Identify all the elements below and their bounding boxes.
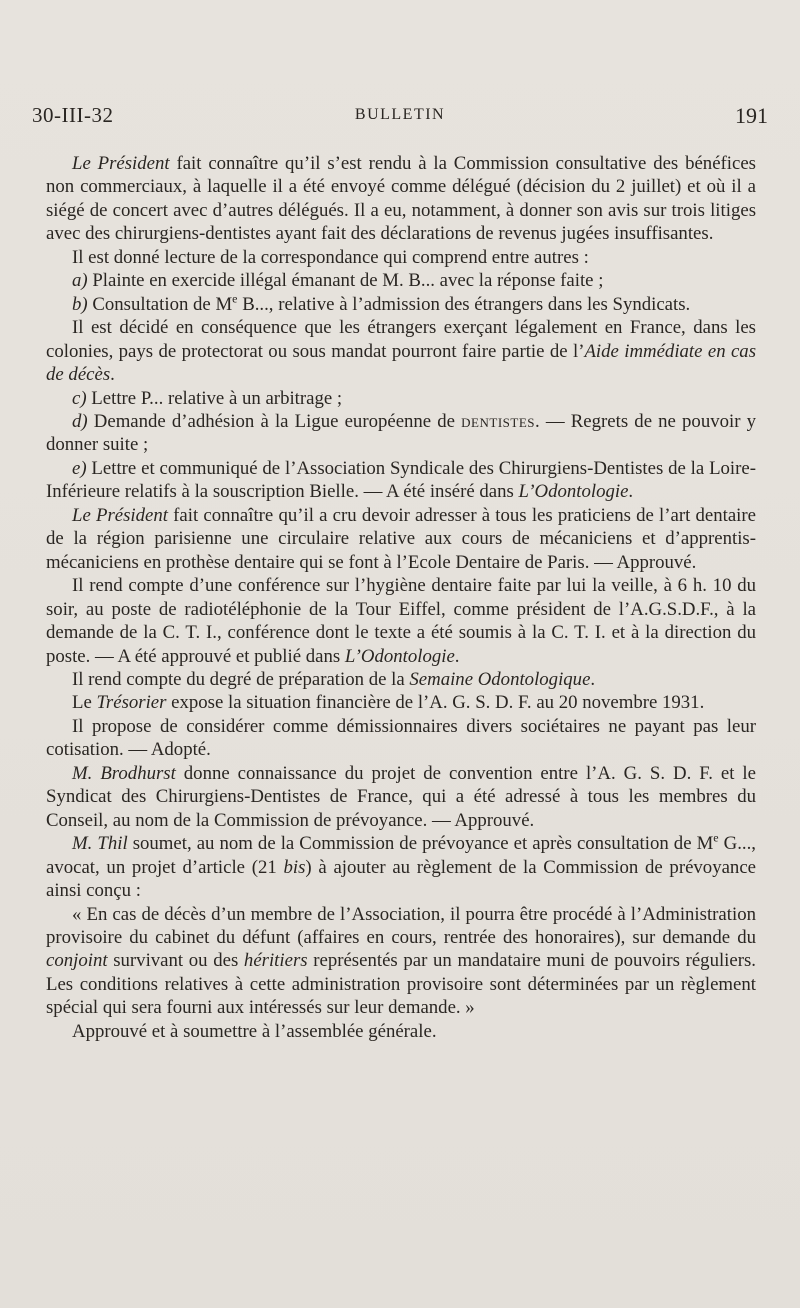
italic-title: L’Odontologie <box>344 645 455 667</box>
paragraph-text: soumet, au nom de la Commission de prévoyance et après consultation de M <box>127 833 714 855</box>
item-text: Lettre et communiqué de l’Association Syndicale des Chirurgiens-Dentistes de la Loire-Inférieure relatifs à la souscription Bielle. — A été inséré dans <box>46 457 756 503</box>
page-number: 191 <box>735 103 768 128</box>
body-text <box>46 152 756 1043</box>
italic-title: Aide immédiate en cas de décès <box>46 340 757 386</box>
paragraph-text: Il rend compte du degré de préparation de la <box>72 668 410 690</box>
italic-word: bis <box>283 856 306 878</box>
paragraph-text: donne connaissance du projet de convention entre l’A. G. S. D. F. et le Syndicat des Chirurgiens-Dentistes de France, qui a été adressé à tous les membres du Conseil, au nom de la Commission de prévoyance. — Approuvé. <box>46 762 756 831</box>
paragraph-conference <box>46 574 756 668</box>
paragraph-text: survivant ou des <box>107 950 244 972</box>
italic-title: L’Odontologie <box>518 481 629 503</box>
item-letter: d) <box>72 410 88 432</box>
paragraph-text: « En cas de décès d’un membre de l’Association, il pourra être procédé à l’Administration provisoire du cabinet du défunt (affaires en cours, rentrée des honoraires), sur demande du <box>46 903 756 948</box>
punctuation: . <box>110 364 115 386</box>
issue-date: 30-III-32 <box>32 103 114 127</box>
item-letter: a) <box>72 270 88 292</box>
paragraph-president-commission <box>46 152 756 246</box>
paragraph-article-quote <box>46 903 756 1020</box>
item-d <box>46 410 756 457</box>
item-b <box>46 293 756 316</box>
item-text: Consultation de M <box>87 293 233 315</box>
item-text: . — Regrets de ne pouvoir y donner suite ; <box>46 410 757 456</box>
paragraph-text: Il est décidé en conséquence que les étrangers exerçant légalement en France, dans les colonies, pays de protectorat ou sous mandat pourront faire partie de l’ <box>46 317 756 362</box>
paragraph-text: ) à ajouter au règlement de la Commission de prévoyance ainsi conçu : <box>46 856 756 902</box>
italic-word: héritiers <box>243 950 308 972</box>
paragraph-correspondence: Il est donné lecture de la correspondance qui comprend entre autres : <box>72 246 589 268</box>
paragraph-treasurer <box>46 691 756 714</box>
running-header <box>32 103 768 137</box>
item-letter: c) <box>72 387 87 409</box>
paragraph-semaine <box>46 668 756 691</box>
speaker-name: Le Président <box>72 504 168 526</box>
speaker-name: M. Brodhurst <box>72 762 176 784</box>
small-caps-word: dentistes <box>461 410 536 432</box>
paragraph-text: Il rend compte d’une conférence sur l’hygiène dentaire faite par lui la veille, à 6 h. 10 du soir, au poste de radiotéléphonie de la Tour Eiffel, comme président de l’A.G.S.D.F., à la demande de la C. T. I., conférence dont le texte a été soumis à la C. T. I. et à la direction du poste. — A été approuvé et publié dans <box>46 575 756 667</box>
punctuation: . <box>454 645 460 667</box>
superscript: e <box>713 830 719 845</box>
paragraph-text: représentés par un mandataire muni de pouvoirs réguliers. Les conditions relatives à cette administration provisoire sont déterminées par un règlement spécial qui sera fourni aux intéressés sur leur demande. » <box>46 950 756 1019</box>
paragraph-text: fait connaître qu’il s’est rendu à la Commission consultative des bénéfices non commerciaux, à laquelle il a été envoyé comme délégué (décision du 2 juillet) et où il a siégé de concert avec d’autres délégués. Il a eu, notamment, à donner son avis sur trois litiges avec des chirurgiens-dentistes ayant fait des déclarations de revenus jugées insuffisantes. <box>46 153 756 245</box>
publication-title: BULLETIN <box>354 106 446 123</box>
italic-word: conjoint <box>46 950 108 972</box>
item-letter: e) <box>72 457 87 479</box>
speaker-name: M. Thil <box>72 833 128 855</box>
paragraph-text: fait connaître qu’il a cru devoir adresser à tous les praticiens de l’art dentaire de la région parisienne une circulaire relative aux cours de mécaniciens et d’apprentis-mécaniciens en prothèse dentaire qui se font à l’Ecole Dentaire de Paris. — Approuvé. <box>46 504 756 573</box>
item-text: Plainte en exercide illégal émanant de M. B... avec la réponse faite ; <box>87 270 604 292</box>
punctuation: . <box>628 481 634 503</box>
paragraph-approved: Approuvé et à soumettre à l’assemblée générale. <box>72 1020 437 1042</box>
item-text: Demande d’adhésion à la Ligue européenne de <box>87 410 462 432</box>
paragraph-foreigners <box>46 316 756 386</box>
item-text: B..., relative à l’admission des étrangers dans les Syndicats. <box>237 293 691 315</box>
superscript: e <box>232 291 238 306</box>
paragraph-brodhurst <box>46 762 756 832</box>
item-letter: b) <box>72 293 88 315</box>
paragraph-president-circular <box>46 504 756 574</box>
item-a <box>46 269 756 292</box>
italic-title: Semaine Odontologique <box>409 668 591 690</box>
paragraph-thil <box>46 832 756 902</box>
speaker-name: Le Président <box>72 153 170 174</box>
paragraph-text: G..., avocat, un projet d’article (21 <box>46 833 757 878</box>
paragraph-resignations: Il propose de considérer comme démissionnaires divers sociétaires ne payant pas leur cotisation. — Adopté. <box>46 715 756 761</box>
paragraph-text: expose la situation financière de l’A. G. S. D. F. au 20 novembre 1931. <box>166 692 705 714</box>
item-text: Lettre P... relative à un arbitrage ; <box>86 387 343 409</box>
item-c <box>46 387 756 410</box>
item-e <box>46 457 756 504</box>
speaker-name: Trésorier <box>96 692 167 714</box>
paragraph-text: Le <box>72 692 97 714</box>
punctuation: . <box>590 668 596 690</box>
